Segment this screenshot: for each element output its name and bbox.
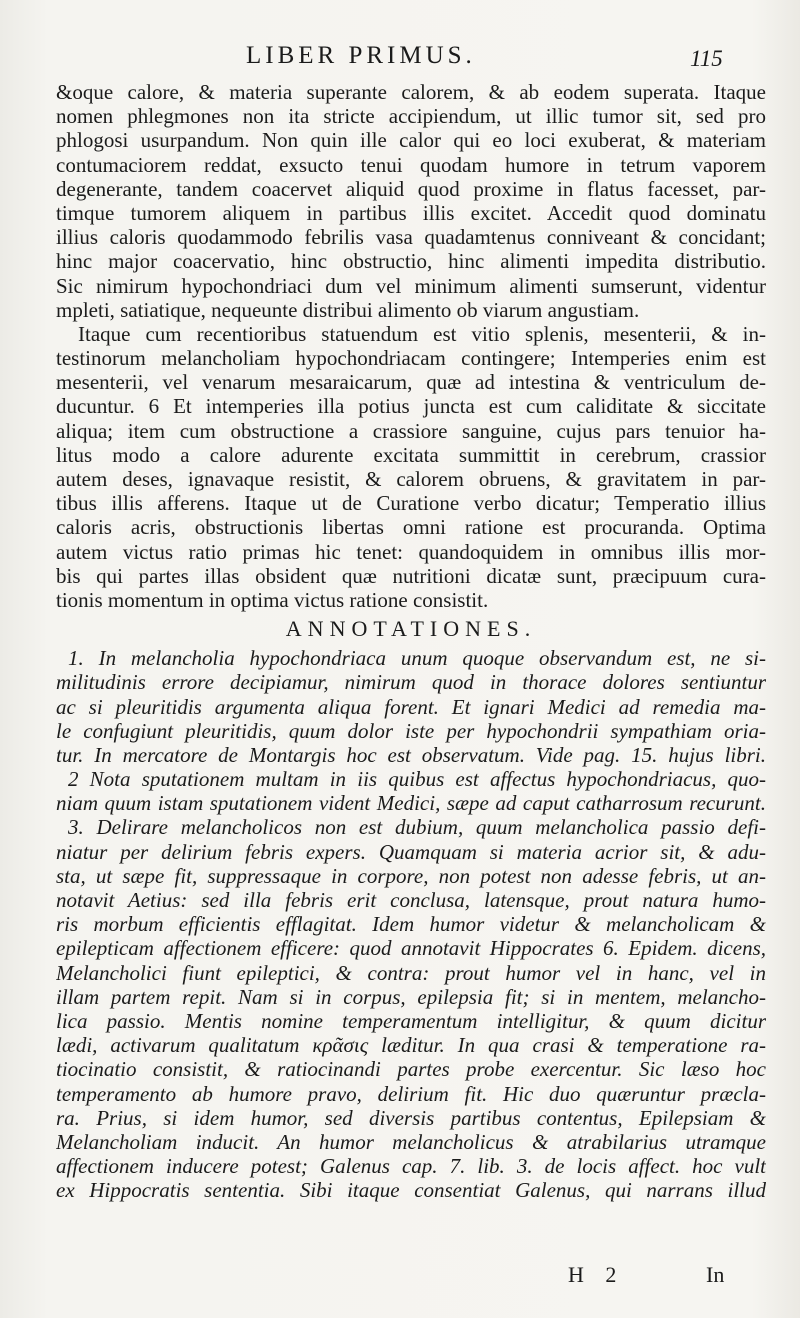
annotation-line: lica passio. Mentis nomine temperamentum intelligitur, & quum dicitur [56, 1008, 766, 1033]
page-footer [0, 1262, 800, 1298]
annotation-line: niatur per delirium febris expers. Quamquam si materia acrior sit, & adu- [56, 839, 766, 864]
annotation-line: ex Hippocratis sententia. Sibi itaque consentiat Galenus, qui narrans illud [56, 1178, 766, 1203]
body-line: autem victus ratio primas hic tenet: quandoquidem in omnibus illis mor- [56, 539, 766, 564]
catchword: In [706, 1262, 725, 1287]
annotation-line: tur. In mercatore de Montargis hoc est observatum. Vide pag. 15. hujus libri. [56, 742, 766, 767]
body-line: litus modo a calore adurente excitata summittit in cerebrum, crassior [56, 442, 766, 467]
body-line: caloris acris, obstructionis libertas omni ratione est procuranda. Optima [56, 515, 766, 540]
body-line: tibus illis afferens. Itaque ut de Curatione verbo dicatur; Temperatio illius [56, 491, 766, 516]
annotation-line: affectionem inducere potest; Galenus cap. 7. lib. 3. de locis affect. hoc vult [56, 1154, 766, 1179]
body-line: mpleti, satiatique, nequeunte distribui alimento ob viarum angustiam. [56, 297, 640, 322]
page-text [56, 80, 766, 1202]
annotation-line: ris morbum efficientis efflagitat. Idem humor videtur & melancholicam & [56, 912, 766, 937]
annotation-line: notavit Aetius: sed illa febris erit conclusa, latensque, prout natura humo- [56, 888, 766, 912]
page-number: 115 [690, 46, 723, 71]
body-line: nomen phlegmones non ita stricte accipiendum, ut illic tumor sit, sed pro [56, 104, 766, 129]
annotation-line: ac si pleuritidis argumenta aliqua forent. Et ignari Medici ad remedia ma- [56, 694, 766, 719]
body-line: timque tumorem aliquem in partibus illis excitet. Accedit quod dominatu [56, 200, 766, 225]
body-line: degenerante, tandem coacervet aliquid quod proxime in flatus facesset, par- [56, 176, 766, 201]
body-line: Sic nimirum hypochondriaci dum vel minimum alimenti sumserunt, videntur [56, 273, 766, 298]
body-line: autem deses, ignavaque resistit, & calorem obruens, & gravitatem in par- [56, 467, 766, 491]
page-header [0, 42, 800, 76]
annotations-body [56, 646, 766, 1202]
body-line: illius caloris quodammodo febrilis vasa quadamtenus conniveant & concidant; [56, 225, 766, 250]
body-line: ducuntur. 6 Et intemperies illa potius juncta est cum caliditate & siccitate [56, 394, 766, 419]
annotations-heading: ANNOTATIONES. [285, 616, 537, 642]
annotation-line: 3. Delirare melancholicos non est dubium, quum melancholica passio defi- [68, 815, 766, 840]
annotation-line: temperamento ab humore pravo, delirium fit. Hic duo quæruntur præcla- [56, 1081, 766, 1106]
main-body [56, 80, 766, 612]
annotation-line: tiocinatio consistit, & ratiocinandi partes probe exercentur. Sic læso hoc [56, 1057, 766, 1082]
annotation-line: lædi, activarum qualitatum κρᾶσις læditur. In qua crasi & temperatione ra- [56, 1033, 766, 1058]
annotation-line: 1. In melancholia hypochondriaca unum quoque observandum est, ne si- [68, 646, 766, 671]
body-line: tionis momentum in optima victus ratione consistit. [56, 587, 489, 612]
body-line: mesenterii, vel venarum mesaraicarum, quæ ad intestina & ventriculum de- [56, 370, 766, 395]
body-line: bis qui partes illas obsident quæ nutritioni dicatæ sunt, præcipuum cura- [56, 563, 766, 588]
annotation-line: sta, ut sæpe fit, suppressaque in corpore, non potest non adesse febris, ut an- [56, 863, 766, 888]
annotation-line: epilepticam affectionem efficere: quod annotavit Hippocrates 6. Epidem. dicens, [56, 936, 766, 961]
body-line: hinc major coacervatio, hinc obstructio, hinc alimenti impedita distributio. [56, 249, 766, 274]
annotation-line: illam partem repit. Nam si in corpus, epilepsia fit; si in mentem, melancho- [56, 984, 766, 1009]
body-line: phlogosi usurpandum. Non quin ille calor qui eo loci exuberat, & materiam [56, 128, 766, 153]
annotation-line: Melancholiam inducit. An humor melancholicus & atrabilarius utramque [56, 1129, 766, 1154]
body-line: &oque calore, & materia superante calorem, & ab eodem superata. Itaque [56, 80, 766, 104]
running-head: LIBER PRIMUS. [246, 42, 476, 69]
body-line: aliqua; item cum obstructione a crassiore sanguine, cujus pars tenuior ha- [56, 418, 766, 443]
annotation-line: le confugiunt pleuritidis, quum dolor iste per hypochondrii sympathiam oria- [56, 718, 766, 743]
signature-mark: H 2 [568, 1262, 625, 1287]
annotation-line: niam quum istam sputationem vident Medici, sæpe ad caput catharrosum recurunt. [56, 791, 766, 816]
body-line: contumaciorem reddat, exsucto tenui quodam humore in tetrum vaporem [56, 152, 766, 177]
annotation-line: 2 Nota sputationem multam in iis quibus est affectus hypochondriacus, quo- [68, 767, 766, 792]
annotation-line: ra. Prius, si idem humor, sed diversis partibus contentus, Epilepsiam & [56, 1105, 766, 1130]
annotation-line: militudinis errore decipiamur, nimirum quod in thorace dolores sentiuntur [56, 670, 766, 695]
annotation-line: Melancholici fiunt epileptici, & contra: prout humor vel in hanc, vel in [56, 960, 766, 985]
body-line: testinorum melancholiam hypochondriacam contingere; Intemperies enim est [56, 346, 766, 371]
body-line: Itaque cum recentioribus statuendum est vitio splenis, mesenterii, & in- [78, 321, 766, 346]
